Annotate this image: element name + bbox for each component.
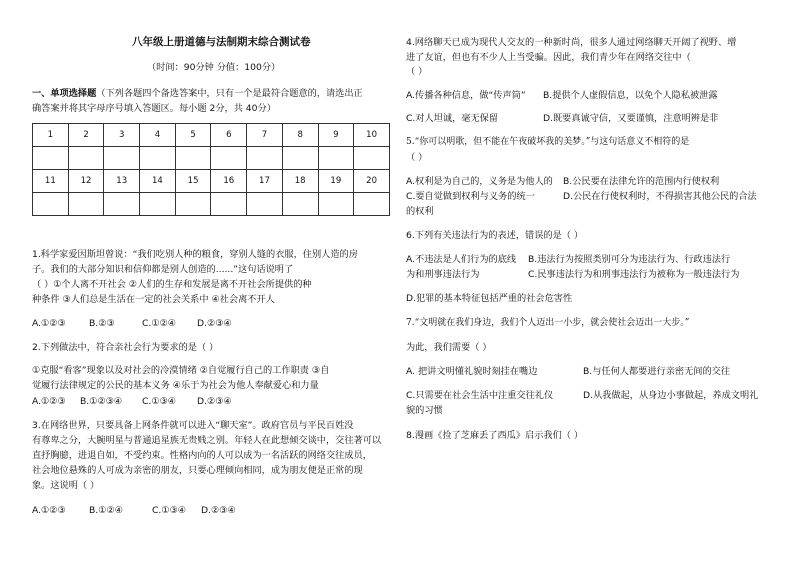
question-2-line: ①克服“看客”现象以及对社会的冷漠情绪 ②自觉履行自己的工作职责 ③自 bbox=[32, 365, 330, 376]
q1-option-d[interactable]: D.②③④ bbox=[197, 318, 232, 329]
q4-option-b[interactable]: B.提供个人虚假信息，以免个人隐私被泄露 bbox=[543, 90, 718, 101]
question-3-line: 有尊卑之分，大腕明星与普通追星族无贵贱之别。年轻人在此想倾交谈中，交往著可以 bbox=[32, 435, 382, 446]
q3-option-c[interactable]: C.①③④ bbox=[152, 505, 187, 516]
answer-num: 20 bbox=[354, 170, 390, 193]
question-3-line: 直抒胸臆，进退自如，不受约束。性格内向的人可以成为一名活跃的网络交往成员， bbox=[32, 450, 372, 461]
answer-num: 7 bbox=[247, 124, 283, 147]
question-1-line: 子。我们的大部分知识和信仰都是别人创造的......”这句话说明了 bbox=[32, 264, 294, 275]
q4-option-a[interactable]: A.传播各种信息，做“传声筒” bbox=[406, 90, 526, 101]
question-7-line: 7.“文明就在我们身边，我们个人迈出一小步，就会使社会迈出一大步。” bbox=[406, 318, 690, 328]
q5-option-a[interactable]: A.权利是为自己的，义务是为他人的 bbox=[406, 176, 553, 187]
q7-option-b[interactable]: B.与任何人都要进行亲密无间的交往 bbox=[583, 366, 731, 377]
answer-grid-blank-row-1 bbox=[33, 147, 390, 170]
question-4-line: 4.网络聊天已成为现代人交友的一种新时尚，很多人通过网络聊天开阔了视野、增 bbox=[406, 37, 737, 48]
q5-option-c[interactable]: C.要自觉做到权利与义务的统一 bbox=[406, 191, 535, 202]
answer-cell[interactable] bbox=[354, 147, 390, 170]
q2-option-a[interactable]: A.①②③ bbox=[32, 396, 66, 407]
answer-num: 11 bbox=[33, 170, 69, 193]
q5-option-d-cont: 的权利 bbox=[406, 206, 434, 217]
question-7-line: 为此，我们需要（ ） bbox=[406, 342, 492, 353]
answer-num: 10 bbox=[354, 124, 390, 147]
question-2-line: 2.下列做法中，符合亲社会行为要求的是（ ） bbox=[32, 342, 219, 353]
answer-cell[interactable] bbox=[354, 193, 390, 216]
q5-option-b[interactable]: B.公民要在法律允许的范围内行使权利 bbox=[563, 176, 720, 187]
answer-grid-blank-row-2 bbox=[33, 193, 390, 216]
answer-num: 13 bbox=[104, 170, 140, 193]
answer-cell[interactable] bbox=[68, 193, 104, 216]
q1-option-c[interactable]: C.①②④ bbox=[142, 318, 177, 329]
q7-option-c[interactable]: C.只需要在社会生活中注重交往礼仪 bbox=[406, 390, 554, 401]
answer-num: 3 bbox=[104, 124, 140, 147]
answer-cell[interactable] bbox=[211, 147, 247, 170]
q6-option-b-cont: 为和刑事违法行为 bbox=[406, 269, 480, 280]
question-2-line: 觉履行法律规定的公民的基本义务 ④乐于为社会为他人奉献爱心和力量 bbox=[32, 380, 319, 391]
answer-cell[interactable] bbox=[140, 193, 176, 216]
answer-num: 15 bbox=[175, 170, 211, 193]
q6-option-c[interactable]: C.民事违法行为和刑事违法行为被称为一般违法行为 bbox=[528, 269, 740, 280]
answer-num: 2 bbox=[68, 124, 104, 147]
q3-option-a[interactable]: A.①②③ bbox=[32, 505, 66, 516]
section-intro-line2: 确答案并将其字母序号填入答题区。每小题 2分，共 40分） bbox=[32, 103, 276, 114]
answer-num: 1 bbox=[33, 124, 69, 147]
answer-num: 8 bbox=[282, 124, 318, 147]
answer-num: 14 bbox=[140, 170, 176, 193]
answer-cell[interactable] bbox=[318, 147, 354, 170]
q4-option-d[interactable]: D.既要真诚守信，又要谨慎，注意明辨是非 bbox=[543, 113, 719, 124]
question-3-line: 3.在网络世界，只要具备上网条件就可以进入“聊天室”。政府官员与平民百姓没 bbox=[32, 420, 354, 431]
answer-cell[interactable] bbox=[247, 193, 283, 216]
q4-option-c[interactable]: C.对人坦诚，毫无保留 bbox=[406, 113, 499, 124]
q6-option-a[interactable]: A.不违法是人们行为的底线 bbox=[406, 254, 517, 265]
question-3-line: 社会地位悬殊的人可成为亲密的朋友，只要心理倾向相同，成为朋友便是正常的现 bbox=[32, 465, 363, 476]
q2-option-d[interactable]: D.②③④ bbox=[197, 396, 232, 407]
question-5-line: （ ） bbox=[406, 152, 428, 163]
question-4-line: 进了友谊，但也有不少人上当受骗。因此，我们青少年在网络交往中（ bbox=[406, 52, 691, 63]
answer-cell[interactable] bbox=[104, 147, 140, 170]
question-1-line: 种条件 ③人们总是生活在一定的社会关系中 ④社会离不开人 bbox=[32, 294, 275, 305]
q1-option-a[interactable]: A.①②③ bbox=[32, 318, 66, 329]
q7-option-a[interactable]: A. 把讲文明懂礼貌时刻挂在嘴边 bbox=[406, 366, 538, 377]
answer-num: 16 bbox=[211, 170, 247, 193]
answer-cell[interactable] bbox=[140, 147, 176, 170]
answer-num: 12 bbox=[68, 170, 104, 193]
exam-meta: （时间：90分钟 分值：100分） bbox=[147, 62, 281, 73]
answer-cell[interactable] bbox=[247, 147, 283, 170]
answer-num: 19 bbox=[318, 170, 354, 193]
answer-num: 17 bbox=[247, 170, 283, 193]
q3-option-d[interactable]: D.②③④ bbox=[201, 505, 236, 516]
q7-option-d-cont: 貌的习惯 bbox=[406, 405, 443, 416]
answer-cell[interactable] bbox=[104, 193, 140, 216]
question-3-line: 象。这说明（ ） bbox=[32, 480, 100, 491]
q3-option-b[interactable]: B.①②④ bbox=[89, 505, 123, 516]
answer-num: 5 bbox=[175, 124, 211, 147]
q2-option-c[interactable]: C.①③④ bbox=[142, 396, 177, 407]
answer-cell[interactable] bbox=[282, 147, 318, 170]
answer-cell[interactable] bbox=[318, 193, 354, 216]
answer-grid-numbers-row-1 bbox=[33, 124, 390, 147]
q1-option-b[interactable]: B.②③ bbox=[89, 318, 115, 329]
answer-cell[interactable] bbox=[68, 147, 104, 170]
answer-grid-numbers-row-2 bbox=[33, 170, 390, 193]
question-8-line: 8.漫画《捡了芝麻丢了西瓜》启示我们（ ） bbox=[406, 430, 584, 441]
page-title: 八年级上册道德与法制期末综合测试卷 bbox=[132, 36, 311, 48]
answer-num: 18 bbox=[282, 170, 318, 193]
answer-cell[interactable] bbox=[282, 193, 318, 216]
answer-cell[interactable] bbox=[175, 193, 211, 216]
question-5-line: 5.“你可以明歌，但不能在午夜破坏我的美梦。”与这句话意义不相符的是 bbox=[406, 137, 690, 147]
question-6-line: 6.下列有关违法行为的表述，错误的是（ ） bbox=[406, 230, 584, 241]
answer-grid bbox=[32, 123, 390, 216]
answer-num: 6 bbox=[211, 124, 247, 147]
right-column bbox=[397, 0, 794, 561]
question-1-line: （ ）①个人离不开社会 ②人们的生存和发展是离不开社会所提供的种 bbox=[32, 279, 312, 290]
section-heading: 一、单项选择题 bbox=[32, 88, 97, 99]
answer-num: 9 bbox=[318, 124, 354, 147]
answer-cell[interactable] bbox=[33, 147, 69, 170]
answer-num: 4 bbox=[140, 124, 176, 147]
section-intro-line1: 一、单项选择题（下列各题四个备选答案中，只有一个是最符合题意的，请选出正 bbox=[32, 88, 363, 99]
q6-option-d[interactable]: D.犯罪的基本特征包括严重的社会危害性 bbox=[406, 293, 573, 304]
q6-option-b[interactable]: B.违法行为按照类别可分为违法行为、行政违法行 bbox=[528, 254, 731, 265]
answer-cell[interactable] bbox=[175, 147, 211, 170]
answer-cell[interactable] bbox=[211, 193, 247, 216]
answer-cell[interactable] bbox=[33, 193, 69, 216]
q7-option-d[interactable]: D.从我做起，从身边小事做起，养成文明礼 bbox=[583, 390, 759, 401]
q2-option-b[interactable]: B.①②③④ bbox=[80, 396, 123, 407]
question-1-line: 1.科学家爱因斯坦曾说：“我们吃别人种的粮食，穿别人缝的衣服，住别人造的房 bbox=[32, 249, 358, 260]
q5-option-d[interactable]: D.公民在行使权利时，不得损害其他公民的合法 bbox=[563, 191, 757, 202]
question-4-line: （ ） bbox=[406, 66, 428, 77]
